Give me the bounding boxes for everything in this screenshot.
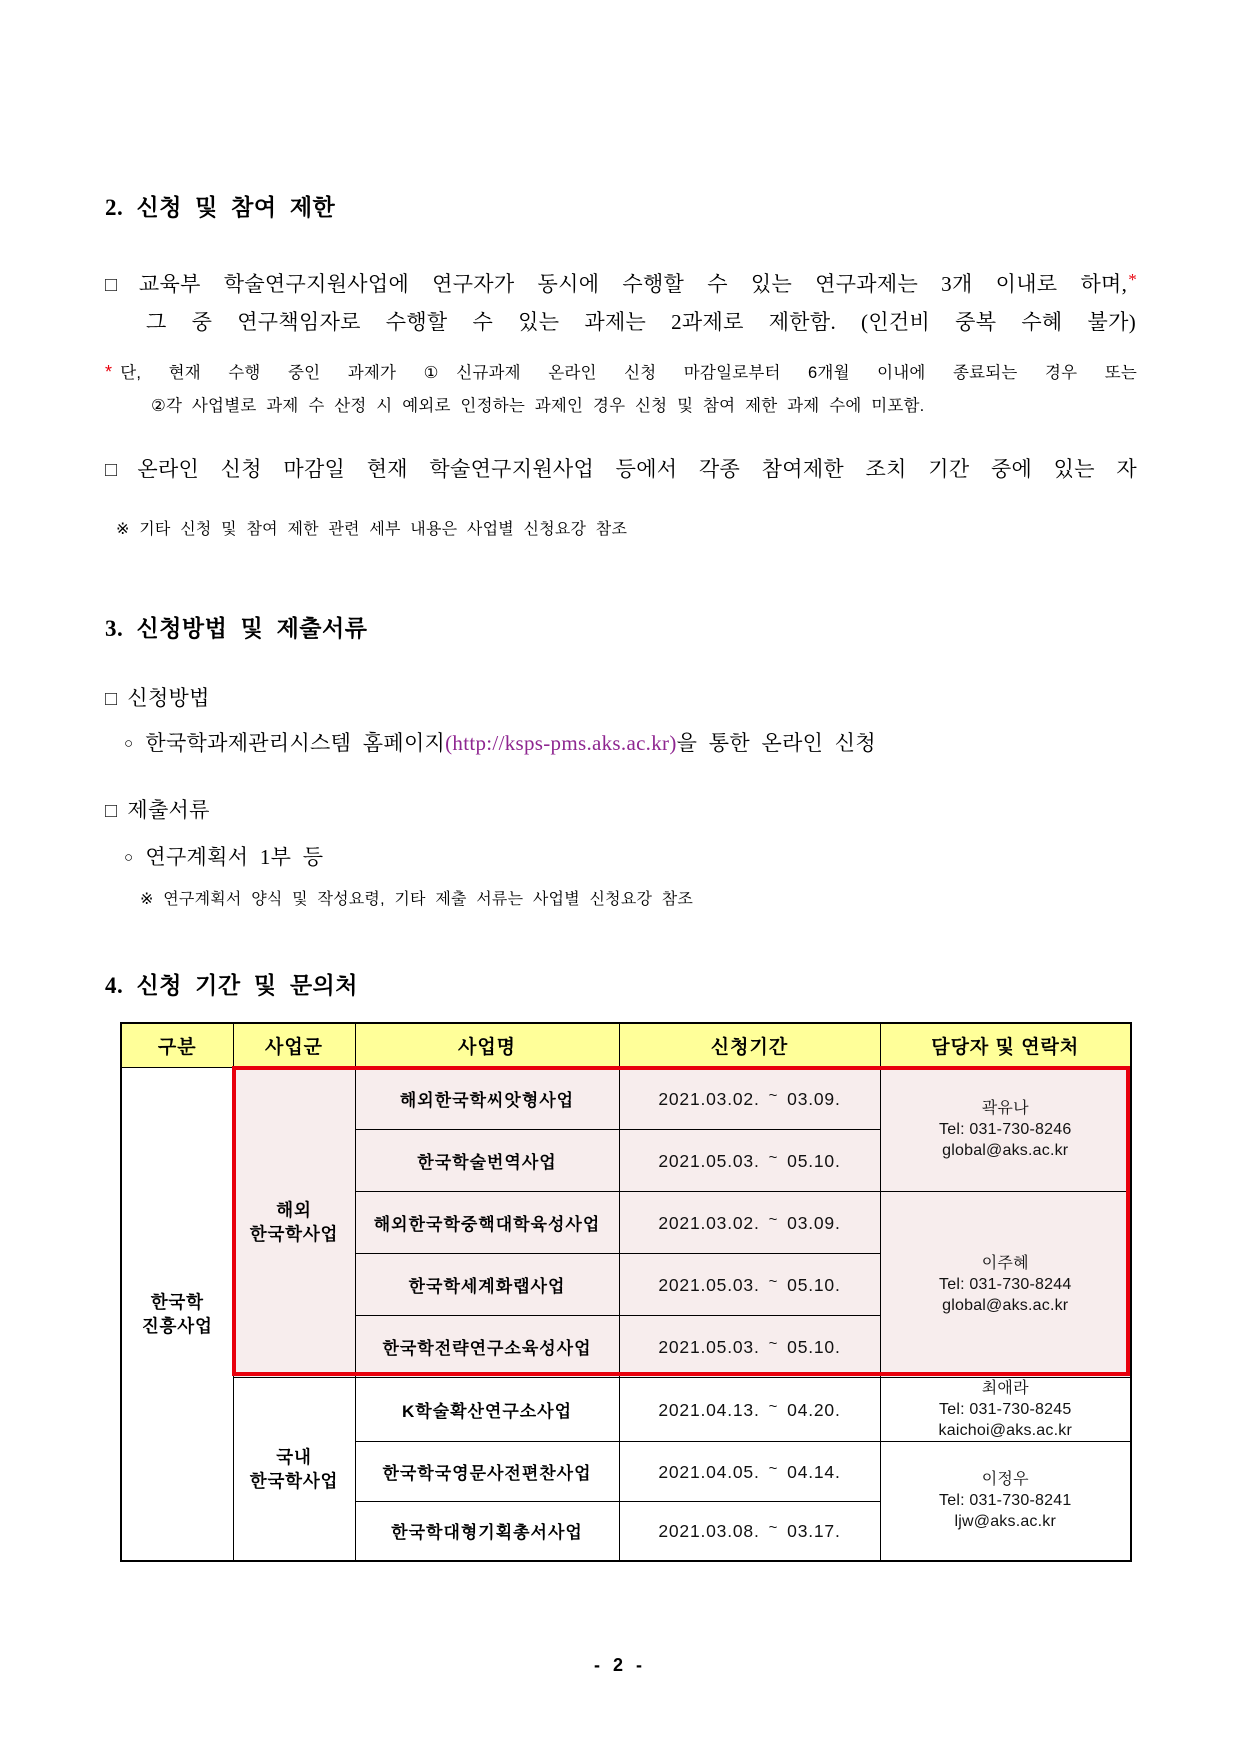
tilde-glyph: ~ bbox=[768, 1272, 779, 1290]
item1-line1-text: 교육부 학술연구지원사업에 연구자가 동시에 수행할 수 있는 연구과제는 3개 이내로 하며, bbox=[138, 272, 1128, 296]
col-header-contact: 담당자 및 연락처 bbox=[880, 1023, 1131, 1067]
program-name-cell: K학술확산연구소사업 bbox=[355, 1377, 619, 1441]
contact-tel: Tel: 031-730-8245 bbox=[939, 1400, 1072, 1418]
tilde-glyph: ~ bbox=[768, 1519, 779, 1537]
contact-email: ljw@aks.ac.kr bbox=[954, 1513, 1057, 1531]
tilde-glyph: ~ bbox=[768, 1459, 779, 1477]
docs-item bbox=[124, 843, 323, 872]
program-name-cell: 해외한국학씨앗형사업 bbox=[355, 1067, 619, 1129]
section-4-heading: 4. 신청 기간 및 문의처 bbox=[105, 973, 358, 998]
section2-item2 bbox=[105, 455, 1137, 484]
period-end: 03.09. bbox=[787, 1212, 841, 1233]
contact-cell bbox=[880, 1377, 1131, 1441]
tilde-glyph: ~ bbox=[768, 1210, 779, 1228]
method-item-prefix: 한국학과제관리시스템 홈페이지 bbox=[145, 731, 446, 755]
period-cell bbox=[619, 1191, 880, 1253]
program-name-cell: 한국학세계화랩사업 bbox=[355, 1253, 619, 1315]
contact-tel: Tel: 031-730-8246 bbox=[939, 1120, 1072, 1138]
contact-tel: Tel: 031-730-8241 bbox=[939, 1492, 1072, 1510]
section2-footnote-line1 bbox=[105, 361, 1137, 385]
method-label-text: 신청방법 bbox=[127, 686, 210, 710]
contact-cell bbox=[880, 1441, 1131, 1561]
group-line2: 한국학사업 bbox=[249, 1224, 339, 1244]
section2-footnote-line2: ②각 사업별로 과제 수 산정 시 예외로 인정하는 과제인 경우 신청 및 참여 제한 과제 수에 미포함. bbox=[151, 397, 925, 415]
contact-email: global@aks.ac.kr bbox=[942, 1296, 1069, 1314]
contact-cell bbox=[880, 1067, 1131, 1191]
period-end: 05.10. bbox=[787, 1274, 841, 1295]
period-cell bbox=[619, 1253, 880, 1315]
checkbox-glyph: □ bbox=[105, 459, 128, 481]
period-start: 2021.03.02. bbox=[658, 1088, 760, 1109]
period-start: 2021.03.02. bbox=[658, 1212, 760, 1233]
contact-name: 최애라 bbox=[981, 1379, 1029, 1397]
section-3-heading: 3. 신청방법 및 제출서류 bbox=[105, 616, 368, 641]
contact-name: 이정우 bbox=[981, 1471, 1029, 1489]
period-end: 05.10. bbox=[787, 1150, 841, 1171]
contact-cell bbox=[880, 1191, 1131, 1377]
docs-label-text: 제출서류 bbox=[127, 798, 210, 822]
asterisk-glyph: * bbox=[105, 362, 113, 382]
col-header-period: 신청기간 bbox=[619, 1023, 880, 1067]
application-schedule-table bbox=[120, 1022, 1132, 1562]
period-cell bbox=[619, 1129, 880, 1191]
period-start: 2021.05.03. bbox=[658, 1336, 760, 1357]
section2-note bbox=[116, 519, 627, 541]
checkbox-glyph: □ bbox=[105, 274, 129, 296]
table-row bbox=[121, 1067, 1131, 1129]
checkbox-glyph: □ bbox=[105, 688, 118, 710]
period-start: 2021.05.03. bbox=[658, 1274, 760, 1295]
method-item-suffix: 을 통한 온라인 신청 bbox=[676, 731, 876, 755]
docs-item-text: 연구계획서 1부 등 bbox=[145, 845, 324, 869]
item2-text: 온라인 신청 마감일 현재 학술연구지원사업 등에서 각종 참여제한 조치 기간 중에 있는 자 bbox=[137, 457, 1137, 481]
category-line1: 한국학 bbox=[150, 1291, 204, 1312]
page-number: - 2 - bbox=[593, 1655, 646, 1675]
period-end: 03.09. bbox=[787, 1088, 841, 1109]
period-cell bbox=[619, 1441, 880, 1501]
group-cell-overseas bbox=[233, 1067, 355, 1377]
contact-name: 곽유나 bbox=[981, 1099, 1029, 1117]
reference-mark-glyph: ※ bbox=[116, 521, 130, 538]
period-start: 2021.04.05. bbox=[658, 1461, 760, 1482]
col-header-category: 구분 bbox=[121, 1023, 233, 1067]
section2-item1-line2: 그 중 연구책임자로 수행할 수 있는 과제는 2과제로 제한함. (인건비 중복 수혜 불가) bbox=[146, 310, 1136, 334]
table-header-row bbox=[121, 1023, 1131, 1067]
period-end: 05.10. bbox=[787, 1336, 841, 1357]
group-cell-domestic bbox=[233, 1377, 355, 1561]
contact-tel: Tel: 031-730-8244 bbox=[939, 1275, 1072, 1293]
period-end: 03.17. bbox=[787, 1521, 841, 1542]
tilde-glyph: ~ bbox=[768, 1334, 779, 1352]
col-header-program: 사업명 bbox=[355, 1023, 619, 1067]
tilde-glyph: ~ bbox=[768, 1086, 779, 1104]
period-cell bbox=[619, 1067, 880, 1129]
period-start: 2021.03.08. bbox=[658, 1521, 760, 1542]
period-start: 2021.05.03. bbox=[658, 1150, 760, 1171]
table-row bbox=[121, 1377, 1131, 1441]
period-cell bbox=[619, 1377, 880, 1441]
section-2-heading: 2. 신청 및 참여 제한 bbox=[105, 195, 336, 220]
period-end: 04.20. bbox=[787, 1399, 841, 1420]
section2-item1-line1 bbox=[105, 266, 1137, 299]
footnote-line1-text: 단, 현재 수행 중인 과제가 ①신규과제 온라인 신청 마감일로부터 6개월 이내에 종료되는 경우 또는 bbox=[120, 364, 1137, 382]
circle-bullet-glyph: ○ bbox=[124, 736, 134, 752]
program-name-cell: 해외한국학중핵대학육성사업 bbox=[355, 1191, 619, 1253]
program-name-cell: 한국학전략연구소육성사업 bbox=[355, 1315, 619, 1377]
contact-email: kaichoi@aks.ac.kr bbox=[938, 1421, 1072, 1439]
category-line2: 진흥사업 bbox=[141, 1315, 213, 1336]
contact-email: global@aks.ac.kr bbox=[942, 1141, 1069, 1159]
docs-note-text: 연구계획서 양식 및 작성요령, 기타 제출 서류는 사업별 신청요강 참조 bbox=[163, 891, 694, 908]
ksps-pms-link[interactable]: (http://ksps-pms.aks.ac.kr) bbox=[445, 731, 677, 755]
group-line2: 한국학사업 bbox=[249, 1470, 339, 1491]
reference-mark-glyph: ※ bbox=[140, 891, 154, 908]
col-header-group: 사업군 bbox=[233, 1023, 355, 1067]
method-label bbox=[105, 684, 210, 713]
period-end: 04.14. bbox=[787, 1461, 841, 1482]
note-text: 기타 신청 및 참여 제한 관련 세부 내용은 사업별 신청요강 참조 bbox=[139, 521, 628, 538]
method-item bbox=[124, 729, 876, 758]
program-name-cell: 한국학대형기획총서사업 bbox=[355, 1501, 619, 1561]
tilde-glyph: ~ bbox=[768, 1148, 779, 1166]
application-schedule-table-wrap bbox=[120, 1022, 1130, 1562]
program-name-cell: 한국학술번역사업 bbox=[355, 1129, 619, 1191]
docs-note bbox=[140, 889, 693, 911]
tilde-glyph: ~ bbox=[768, 1397, 779, 1415]
group-line1: 국내 bbox=[276, 1446, 312, 1467]
group-line1: 해외 bbox=[276, 1200, 312, 1220]
circle-bullet-glyph: ○ bbox=[124, 850, 134, 866]
category-cell bbox=[121, 1067, 233, 1561]
period-start: 2021.04.13. bbox=[658, 1399, 760, 1420]
footnote-asterisk: * bbox=[1128, 270, 1137, 289]
checkbox-glyph: □ bbox=[105, 800, 118, 822]
program-name-cell: 한국학국영문사전편찬사업 bbox=[355, 1441, 619, 1501]
period-cell bbox=[619, 1501, 880, 1561]
period-cell bbox=[619, 1315, 880, 1377]
docs-label bbox=[105, 796, 210, 825]
contact-name: 이주혜 bbox=[981, 1254, 1029, 1272]
